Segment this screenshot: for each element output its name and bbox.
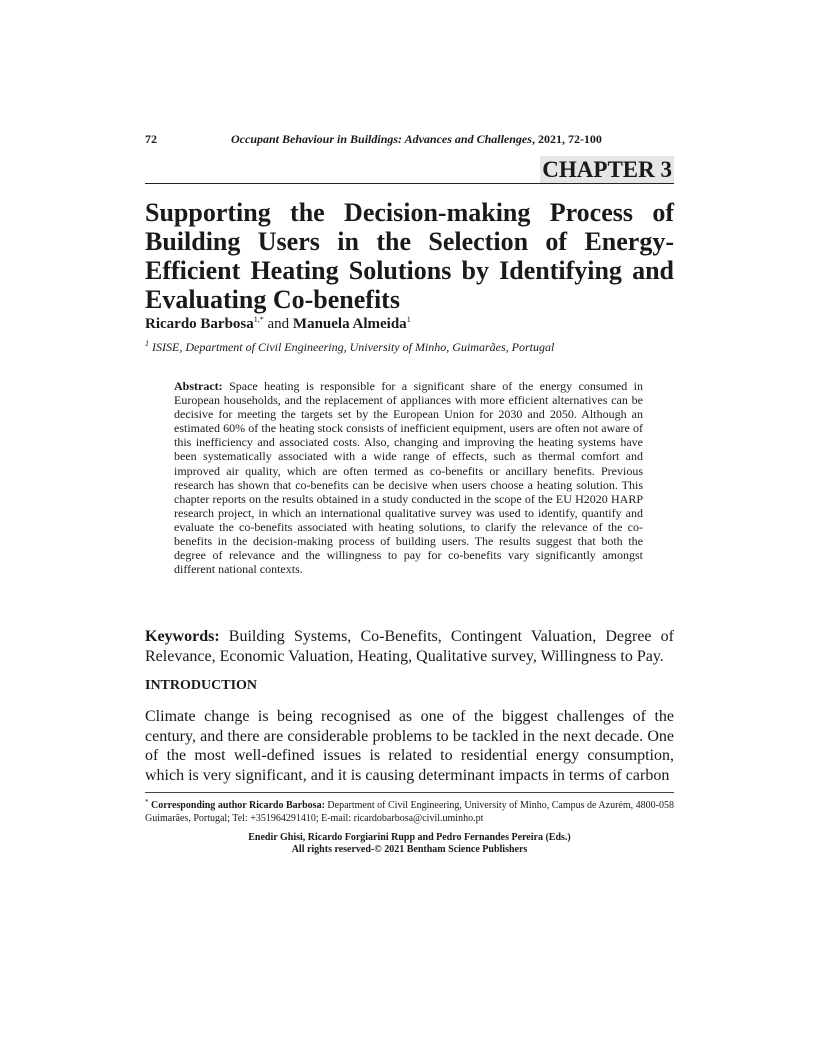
page-number: 72 <box>145 132 157 146</box>
chapter-label: CHAPTER 3 <box>542 157 672 182</box>
section-heading: INTRODUCTION <box>145 678 258 693</box>
author-conjunction: and <box>263 316 293 332</box>
header-divider <box>145 183 674 184</box>
footnote-marker: * <box>145 798 149 806</box>
author-line <box>145 315 411 333</box>
author-name: Manuela Almeida <box>292 316 407 332</box>
chapter-title: Supporting the Decision-making Process of Building Users in the Selection of Energy-Efficient Heating Solutions by Identifying and Evaluating Co-benefits <box>145 198 674 314</box>
abstract-text: Space heating is responsible for a significant share of the energy consumed in European households, and the replacement of appliances with more efficient alternatives can be decisive for meeting the targets set by the European Union for 2030 and 2050. Although an estimated 60% of the heating stock consists of inefficient equipment, users are often not aware of this inefficiency and associated costs. Also, changing and improving the heating systems have been systematically associated with a wide range of effects, such as thermal comfort and improved air quality, which are often termed as co-benefits or ancillary benefits. Previous research has shown that co-benefits can be decisive when users choose a heating solution. This chapter reports on the results obtained in a study conducted in the scope of the EU H2020 HARP research project, in which an international qualitative survey was used to identify, quantify and evaluate the co-benefits associated with heating solutions, to clarify the relevance of the co-benefits in the decision-making process of building users. The results suggest that both the degree of relevance and the willingness to pay for co-benefits vary significantly amongst different national contexts. <box>174 379 643 577</box>
publisher-block <box>145 832 674 856</box>
author-name: Ricardo Barbosa <box>145 316 254 332</box>
rights-line: All rights reserved-© 2021 Bentham Science Publishers <box>291 844 528 855</box>
journal-title: Occupant Behaviour in Buildings: Advances and Challenges <box>231 132 532 146</box>
affiliation-text: ISISE, Department of Civil Engineering, University of Minho, Guimarães, Portugal <box>149 340 555 354</box>
editors-line: Enedir Ghisi, Ricardo Forgiarini Rupp and Pedro Fernandes Pereira (Eds.) <box>248 832 571 843</box>
body-paragraph: Climate change is being recognised as one of the biggest challenges of the century, and there are considerable problems to be tackled in the next decade. One of the most well-defined issues is related to residential energy consumption, which is very significant, and it is causing determinant impacts in terms of carbon <box>145 708 674 784</box>
journal-citation <box>231 132 602 147</box>
affiliation <box>145 339 554 355</box>
keywords <box>145 627 674 666</box>
footnote <box>145 796 674 825</box>
keywords-text: Building Systems, Co-Benefits, Contingent Valuation, Degree of Relevance, Economic Valuation, Heating, Qualitative survey, Willingness to Pay. <box>145 628 674 665</box>
journal-year-pages: , 2021, 72-100 <box>531 132 602 146</box>
footnote-text: Department of Civil Engineering, University of Minho, Campus de Azurém, 4800-058 Guimarães, Portugal; Tel: +351964291410; E-mail: ricardobarbosa@civil.uminho.pt <box>145 800 674 824</box>
abstract <box>174 379 643 576</box>
footnote-divider <box>145 792 674 793</box>
author-superscript: 1,* <box>253 315 264 324</box>
footnote-label: Corresponding author Ricardo Barbosa: <box>148 800 325 811</box>
author-superscript: 1 <box>406 315 411 324</box>
affiliation-marker: 1 <box>145 339 149 348</box>
abstract-label: Abstract: <box>174 379 223 393</box>
keywords-label: Keywords: <box>145 628 220 645</box>
